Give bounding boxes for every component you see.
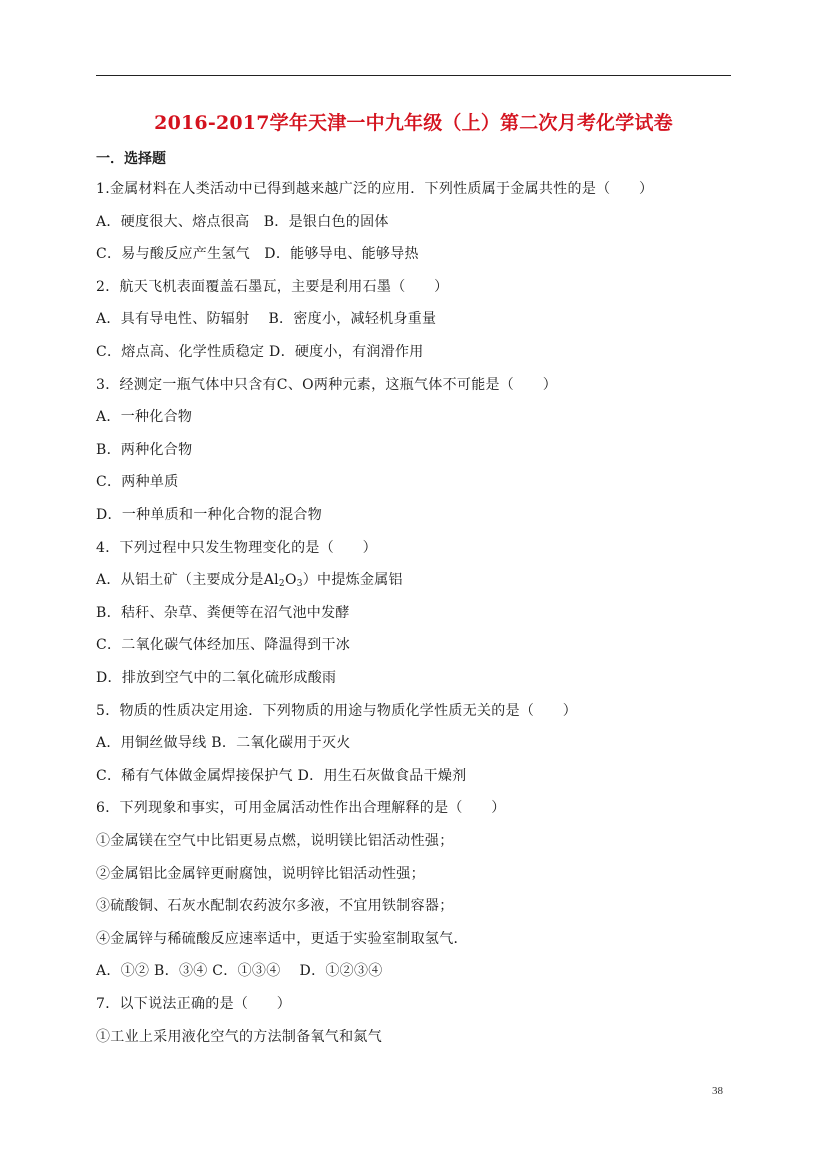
subscript-2: 2	[278, 579, 285, 589]
page-title: 2016-2017学年天津一中九年级（上）第二次月考化学试卷	[154, 112, 673, 134]
text-line: C．熔点高、化学性质稳定 D．硬度小，有润滑作用	[96, 344, 424, 360]
header-rule	[96, 75, 731, 76]
text-line: 3．经测定一瓶气体中只含有C、O两种元素，这瓶气体不可能是（ ）	[96, 377, 557, 393]
text-line: C．二氧化碳气体经加压、降温得到干冰	[96, 637, 351, 653]
text-line: 2．航天飞机表面覆盖石墨瓦，主要是利用石墨（ ）	[96, 279, 449, 295]
subscript-3: 3	[296, 579, 303, 589]
text-line: 4．下列过程中只发生物理变化的是（ ）	[96, 540, 377, 556]
text-line: ③硫酸铜、石灰水配制农药波尔多液，不宜用铁制容器；	[96, 898, 454, 914]
text-line: A．用铜丝做导线 B．二氧化碳用于灭火	[96, 735, 351, 751]
text-line-formula	[96, 570, 403, 594]
page-number: 38	[712, 1085, 723, 1097]
text-line: 7．以下说法正确的是（ ）	[96, 996, 292, 1012]
text-line: ②金属铝比金属锌更耐腐蚀，说明锌比铝活动性强；	[96, 866, 425, 882]
text-line: B．秸秆、杂草、粪便等在沼气池中发酵	[96, 605, 350, 621]
text-line: C．易与酸反应产生氢气 D．能够导电、能够导热	[96, 246, 419, 262]
text-line: 1.金属材料在人类活动中已得到越来越广泛的应用．下列性质属于金属共性的是（ ）	[96, 181, 654, 197]
text-line: B．两种化合物	[96, 442, 193, 458]
text-line: A．一种化合物	[96, 409, 193, 425]
text-line: D．排放到空气中的二氧化硫形成酸雨	[96, 670, 337, 686]
text-line: 6．下列现象和事实，可用金属活动性作出合理解释的是（ ）	[96, 800, 506, 816]
text-line: D．一种单质和一种化合物的混合物	[96, 507, 323, 523]
formula-text-mid: O	[284, 572, 297, 588]
section-heading: 一．选择题	[96, 151, 166, 167]
text-line: A．具有导电性、防辐射 B．密度小，减轻机身重量	[96, 311, 437, 327]
text-line: ①工业上采用液化空气的方法制备氧气和氮气	[96, 1029, 382, 1045]
formula-text-before: A．从铝土矿（主要成分是Al	[96, 572, 279, 588]
text-line: ①金属镁在空气中比铝更易点燃，说明镁比铝活动性强；	[96, 833, 454, 849]
text-line: A．硬度很大、熔点很高 B．是银白色的固体	[96, 214, 389, 230]
text-line: 5．物质的性质决定用途．下列物质的用途与物质化学性质无关的是（ ）	[96, 703, 578, 719]
text-line: ④金属锌与稀硫酸反应速率适中，更适于实验室制取氢气．	[96, 931, 468, 947]
text-line: C．两种单质	[96, 474, 179, 490]
text-line: C．稀有气体做金属焊接保护气 D．用生石灰做食品干燥剂	[96, 768, 467, 784]
text-line: A．①② B．③④ C．①③④ D．①②③④	[96, 963, 383, 979]
formula-text-after: ）中提炼金属铝	[302, 572, 403, 588]
